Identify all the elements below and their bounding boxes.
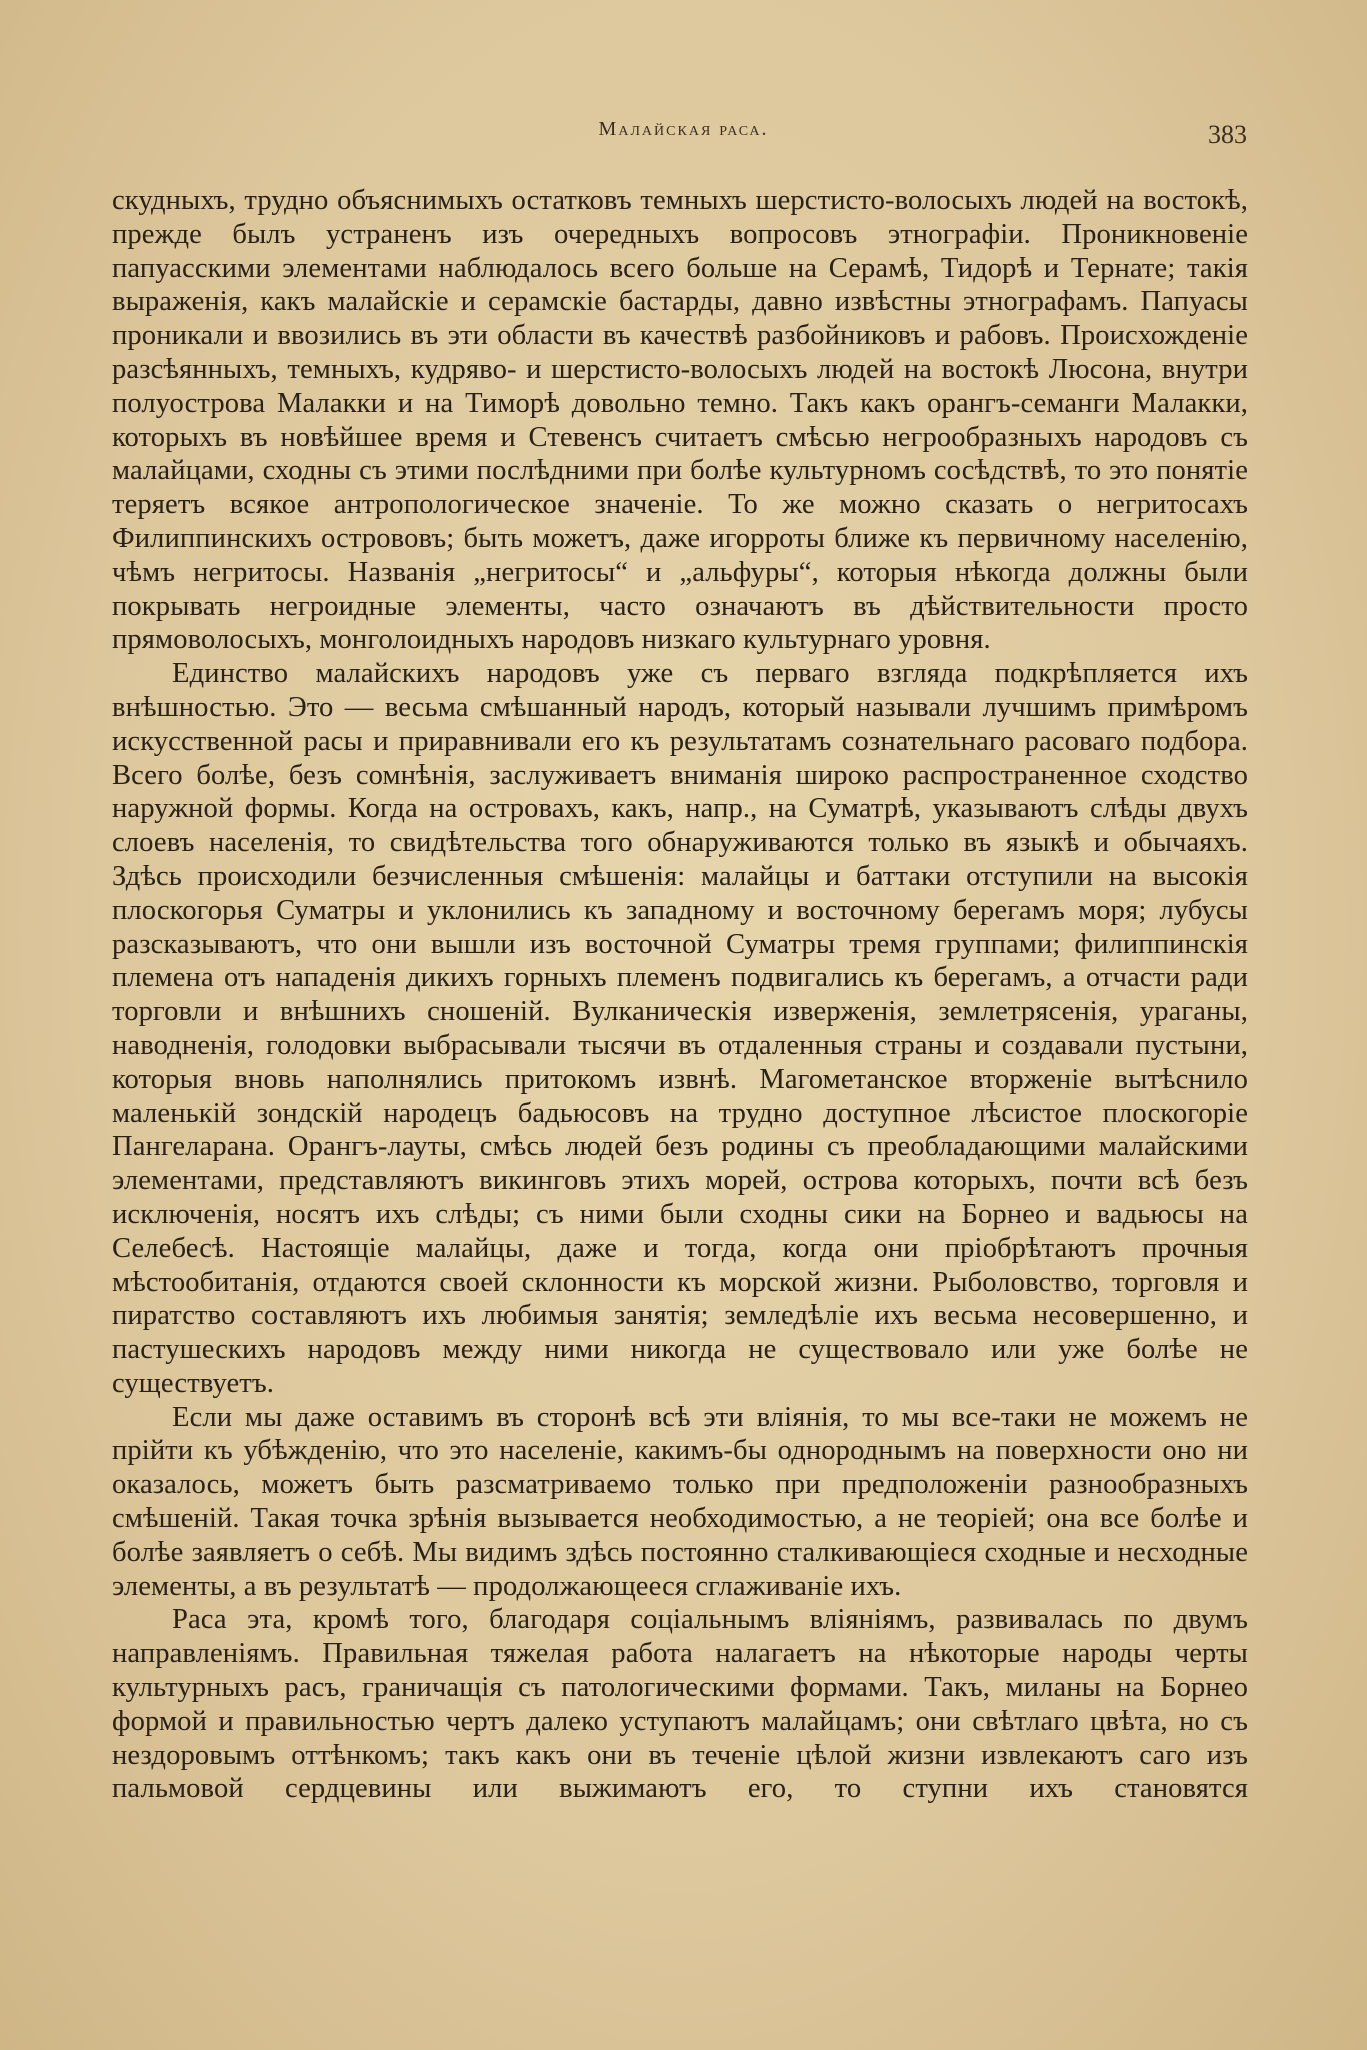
paragraph-3: Если мы даже оставимъ въ сторонѣ всѣ эти вліянія, то мы все-таки не можемъ не прійти къ убѣжденію, что это населеніе, какимъ-бы однороднымъ на поверхности оно ни оказалось, можетъ быть разсматриваемо только при предположеніи разнообразныхъ смѣшеній. Такая точка зрѣнія вызывается необходимостью, а не теоріей; она все болѣе и болѣе заявляетъ о себѣ. Мы видимъ здѣсь постоянно сталкивающіеся сходные и несходные элементы, а въ результатѣ — продолжающееся сглаживаніе ихъ. bbox=[112, 1401, 1248, 1602]
paragraph-2: Единство малайскихъ народовъ уже съ перваго взгляда подкрѣпляется ихъ внѣшностью. Это — весьма смѣшанный народъ, который называли лучшимъ примѣромъ искусственной расы и приравнивали его къ результатамъ сознательнаго расоваго подбора. Всего болѣе, безъ сомнѣнія, заслуживаетъ вниманія широко распространенное сходство наружной формы. Когда на островахъ, какъ, напр., на Суматрѣ, указываютъ слѣды двухъ слоевъ населенія, то свидѣтельства того обнаруживаются только въ языкѣ и обычаяхъ. Здѣсь происходили безчисленныя смѣшенія: малайцы и баттаки отступили на высокія плоскогорья Суматры и уклонились къ западному и восточному берегамъ моря; лубусы разсказываютъ, что они вышли изъ восточной Суматры тремя группами; филиппинскія племена отъ нападенія дикихъ горныхъ племенъ подвигались къ берегамъ, а отчасти ради торговли и внѣшнихъ сношеній. Вулканическія изверженія, землетрясенія, ураганы, наводненія, голодовки выбрасывали тысячи въ отдаленныя страны и создавали пустыни, которыя вновь наполнялись притокомъ извнѣ. Магометанское вторженіе вытѣснило маленькій зондскій народецъ бадьюсовъ на трудно доступное лѣсистое плоскогоріе Пангеларана. Орангъ-лауты, смѣсь людей безъ родины съ преобладающими малайскими элементами, представляютъ викинговъ этихъ морей, острова которыхъ, почти всѣ безъ исключенія, носятъ ихъ слѣды; съ ними были сходны сики на Борнео и вадьюсы на Селебесѣ. Настоящіе малайцы, даже и тогда, когда они пріобрѣтаютъ прочныя мѣстообитанія, отдаются своей склонности къ морской жизни. Рыболовство, торговля и пиратство составляютъ ихъ любимыя занятія; земледѣліе ихъ весьма несовершенно, и пастушескихъ народовъ между ними никогда не существовало или уже болѣе не существуетъ. bbox=[112, 658, 1248, 1399]
paragraph-4: Раса эта, кромѣ того, благодаря соціальнымъ вліяніямъ, развивалась по двумъ направленіямъ. Правильная тяжелая работа налагаетъ на нѣкоторые народы черты культурныхъ расъ, граничащія съ патологическими формами. Такъ, миланы на Борнео формой и правильностью чертъ далеко уступаютъ малайцамъ; они свѣтлаго цвѣта, но съ нездоровымъ оттѣнкомъ; такъ какъ они въ теченіе цѣлой жизни извлекаютъ саго изъ пальмовой сердцевины или выжимаютъ его, то ступни ихъ становятся bbox=[112, 1604, 1248, 1805]
page-number: 383 bbox=[1208, 120, 1247, 149]
paragraph-1: скудныхъ, трудно объяснимыхъ остатковъ темныхъ шерстисто-волосыхъ людей на востокѣ, прежде былъ устраненъ изъ очередныхъ вопросовъ этнографіи. Проникновеніе папуасскими элементами наблюдалось всего больше на Серамѣ, Тидорѣ и Тернате; такія выраженія, какъ малайскіе и серамскіе бастарды, давно извѣстны этнографамъ. Папуасы проникали и ввозились въ эти области въ качествѣ разбойниковъ и рабовъ. Происхожденіе разсѣянныхъ, темныхъ, кудряво- и шерстисто-волосыхъ людей на востокѣ Люсона, внутри полуострова Малакки и на Тиморѣ довольно темно. Такъ какъ орангъ-семанги Малакки, которыхъ въ новѣйшее время и Стевенсъ считаетъ смѣсью негрообразныхъ народовъ съ малайцами, сходны съ этими послѣдними при болѣе культурномъ сосѣдствѣ, то это понятіе теряетъ всякое антропологическое значеніе. То же можно сказать о негритосахъ Филиппинскихъ острововъ; быть можетъ, даже игорроты ближе къ первичному населенію, чѣмъ негритосы. Названія „негритосы“ и „альфуры“, которыя нѣкогда должны были покрывать негроидные элементы, часто означаютъ въ дѣйствительности просто прямоволосыхъ, монголоидныхъ народовъ низкаго культурнаго уровня. bbox=[112, 185, 1248, 656]
running-title: Малайская раса. bbox=[598, 118, 769, 140]
page-header bbox=[0, 118, 1367, 158]
body-text bbox=[112, 184, 1248, 1806]
